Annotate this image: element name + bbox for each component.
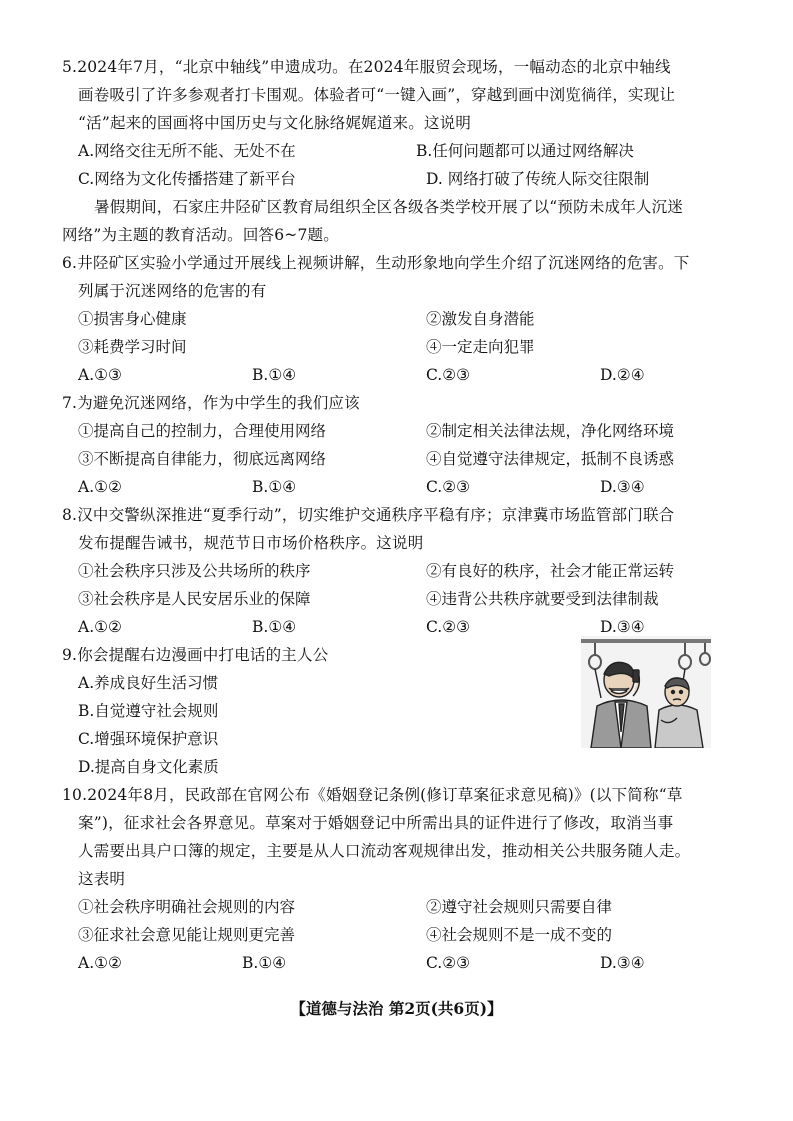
q6-item-4: ④一定走向犯罪 — [426, 338, 535, 356]
q8-item-1: ①社会秩序只涉及公共场所的秩序 — [78, 562, 311, 580]
q10-option-b: B.①④ — [242, 954, 287, 972]
q6-item-1: ①损害身心健康 — [78, 310, 187, 328]
q10-item-2: ②遵守社会规则只需要自律 — [426, 898, 613, 916]
q5-option-d: D. 网络打破了传统人际交往限制 — [426, 170, 650, 188]
q5-option-b: B.任何问题都可以通过网络解决 — [416, 142, 634, 160]
q8-stem-line-2: 发布提醒告诫书，规范节日市场价格秩序。这说明 — [78, 534, 424, 552]
q6-item-2: ②激发自身潜能 — [426, 310, 535, 328]
q10-option-c: C.②③ — [426, 954, 471, 972]
q10-option-a: A.①② — [78, 954, 122, 972]
q7-item-4: ④自觉遵守法律规定，抵制不良诱惑 — [426, 450, 675, 468]
q7-option-b: B.①④ — [252, 478, 297, 496]
q5-option-c: C.网络为文化传播搭建了新平台 — [78, 170, 296, 188]
intro-6-7-line-1: 暑假期间，石家庄井陉矿区教育局组织全区各级各类学校开展了以“预防未成年人沉迷 — [94, 198, 684, 216]
q9-option-a: A.养成良好生活习惯 — [78, 674, 219, 692]
page-footer: 【道德与法治 第2页(共6页)】 — [290, 999, 503, 1018]
q8-item-3: ③社会秩序是人民安居乐业的保障 — [78, 590, 311, 608]
intro-6-7-line-2: 网络”为主题的教育活动。回答6~7题。 — [62, 226, 339, 244]
q8-option-a: A.①② — [78, 618, 122, 636]
q6-option-b: B.①④ — [252, 366, 297, 384]
q9-option-c: C.增强环境保护意识 — [78, 730, 219, 748]
q6-option-a: A.①③ — [78, 366, 122, 384]
q6-item-3: ③耗费学习时间 — [78, 338, 187, 356]
q10-item-3: ③征求社会意见能让规则更完善 — [78, 926, 296, 944]
q7-option-a: A.①② — [78, 478, 122, 496]
q10-item-1: ①社会秩序明确社会规则的内容 — [78, 898, 296, 916]
q8-option-c: C.②③ — [426, 618, 471, 636]
q9-stem-line-1: 9.你会提醒右边漫画中打电话的主人公 — [62, 646, 329, 664]
q10-stem-line-4: 这表明 — [78, 870, 126, 888]
q7-option-d: D.③④ — [600, 478, 645, 496]
q10-stem-line-3: 人需要出具户口簿的规定，主要是从人口流动客观规律出发，推动相关公共服务随人走。 — [78, 842, 691, 860]
q7-item-2: ②制定相关法律法规，净化网络环境 — [426, 422, 675, 440]
q8-option-d: D.③④ — [600, 618, 645, 636]
q6-stem-line-2: 列属于沉迷网络的危害的有 — [78, 282, 267, 300]
q10-option-d: D.③④ — [600, 954, 645, 972]
q6-option-d: D.②④ — [600, 366, 645, 384]
q5-option-a: A.网络交往无所不能、无处不在 — [78, 142, 296, 160]
q5-stem-line-1: 5.2024年7月，“北京中轴线”申遗成功。在2024年服贸会现场，一幅动态的北京中轴线 — [62, 58, 671, 76]
q7-item-1: ①提高自己的控制力，合理使用网络 — [78, 422, 327, 440]
q8-stem-line-1: 8.汉中交警纵深推进“夏季行动”，切实维护交通秩序平稳有序；京津冀市场监管部门联合 — [62, 506, 675, 524]
q7-stem-line-1: 7.为避免沉迷网络，作为中学生的我们应该 — [62, 394, 360, 412]
q5-stem-line-3: “活”起来的国画将中国历史与文化脉络娓娓道来。这说明 — [78, 114, 472, 132]
q9-option-b: B.自觉遵守社会规则 — [78, 702, 219, 720]
q9-option-d: D.提高自身文化素质 — [78, 758, 219, 776]
q6-option-c: C.②③ — [426, 366, 471, 384]
q10-stem-line-2: 案”)，征求社会各界意见。草案对于婚姻登记中所需出具的证件进行了修改，取消当事 — [78, 814, 674, 832]
q8-option-b: B.①④ — [252, 618, 297, 636]
q7-option-c: C.②③ — [426, 478, 471, 496]
q5-stem-line-2: 画卷吸引了许多参观者打卡围观。体验者可“一键入画”，穿越到画中浏览徜徉，实现让 — [78, 86, 676, 104]
q7-item-3: ③不断提高自律能力，彻底远离网络 — [78, 450, 327, 468]
q10-stem-line-1: 10.2024年8月，民政部在官网公布《婚姻登记条例(修订草案征求意见稿)》(以下简称“草 — [62, 786, 683, 804]
q6-stem-line-1: 6.井陉矿区实验小学通过开展线上视频讲解，生动形象地向学生介绍了沉迷网络的危害。下 — [62, 254, 690, 272]
cartoon-phone-call-image — [581, 636, 711, 748]
q8-item-4: ④违背公共秩序就要受到法律制裁 — [426, 590, 659, 608]
q8-item-2: ②有良好的秩序，社会才能正常运转 — [426, 562, 675, 580]
q10-item-4: ④社会规则不是一成不变的 — [426, 926, 613, 944]
